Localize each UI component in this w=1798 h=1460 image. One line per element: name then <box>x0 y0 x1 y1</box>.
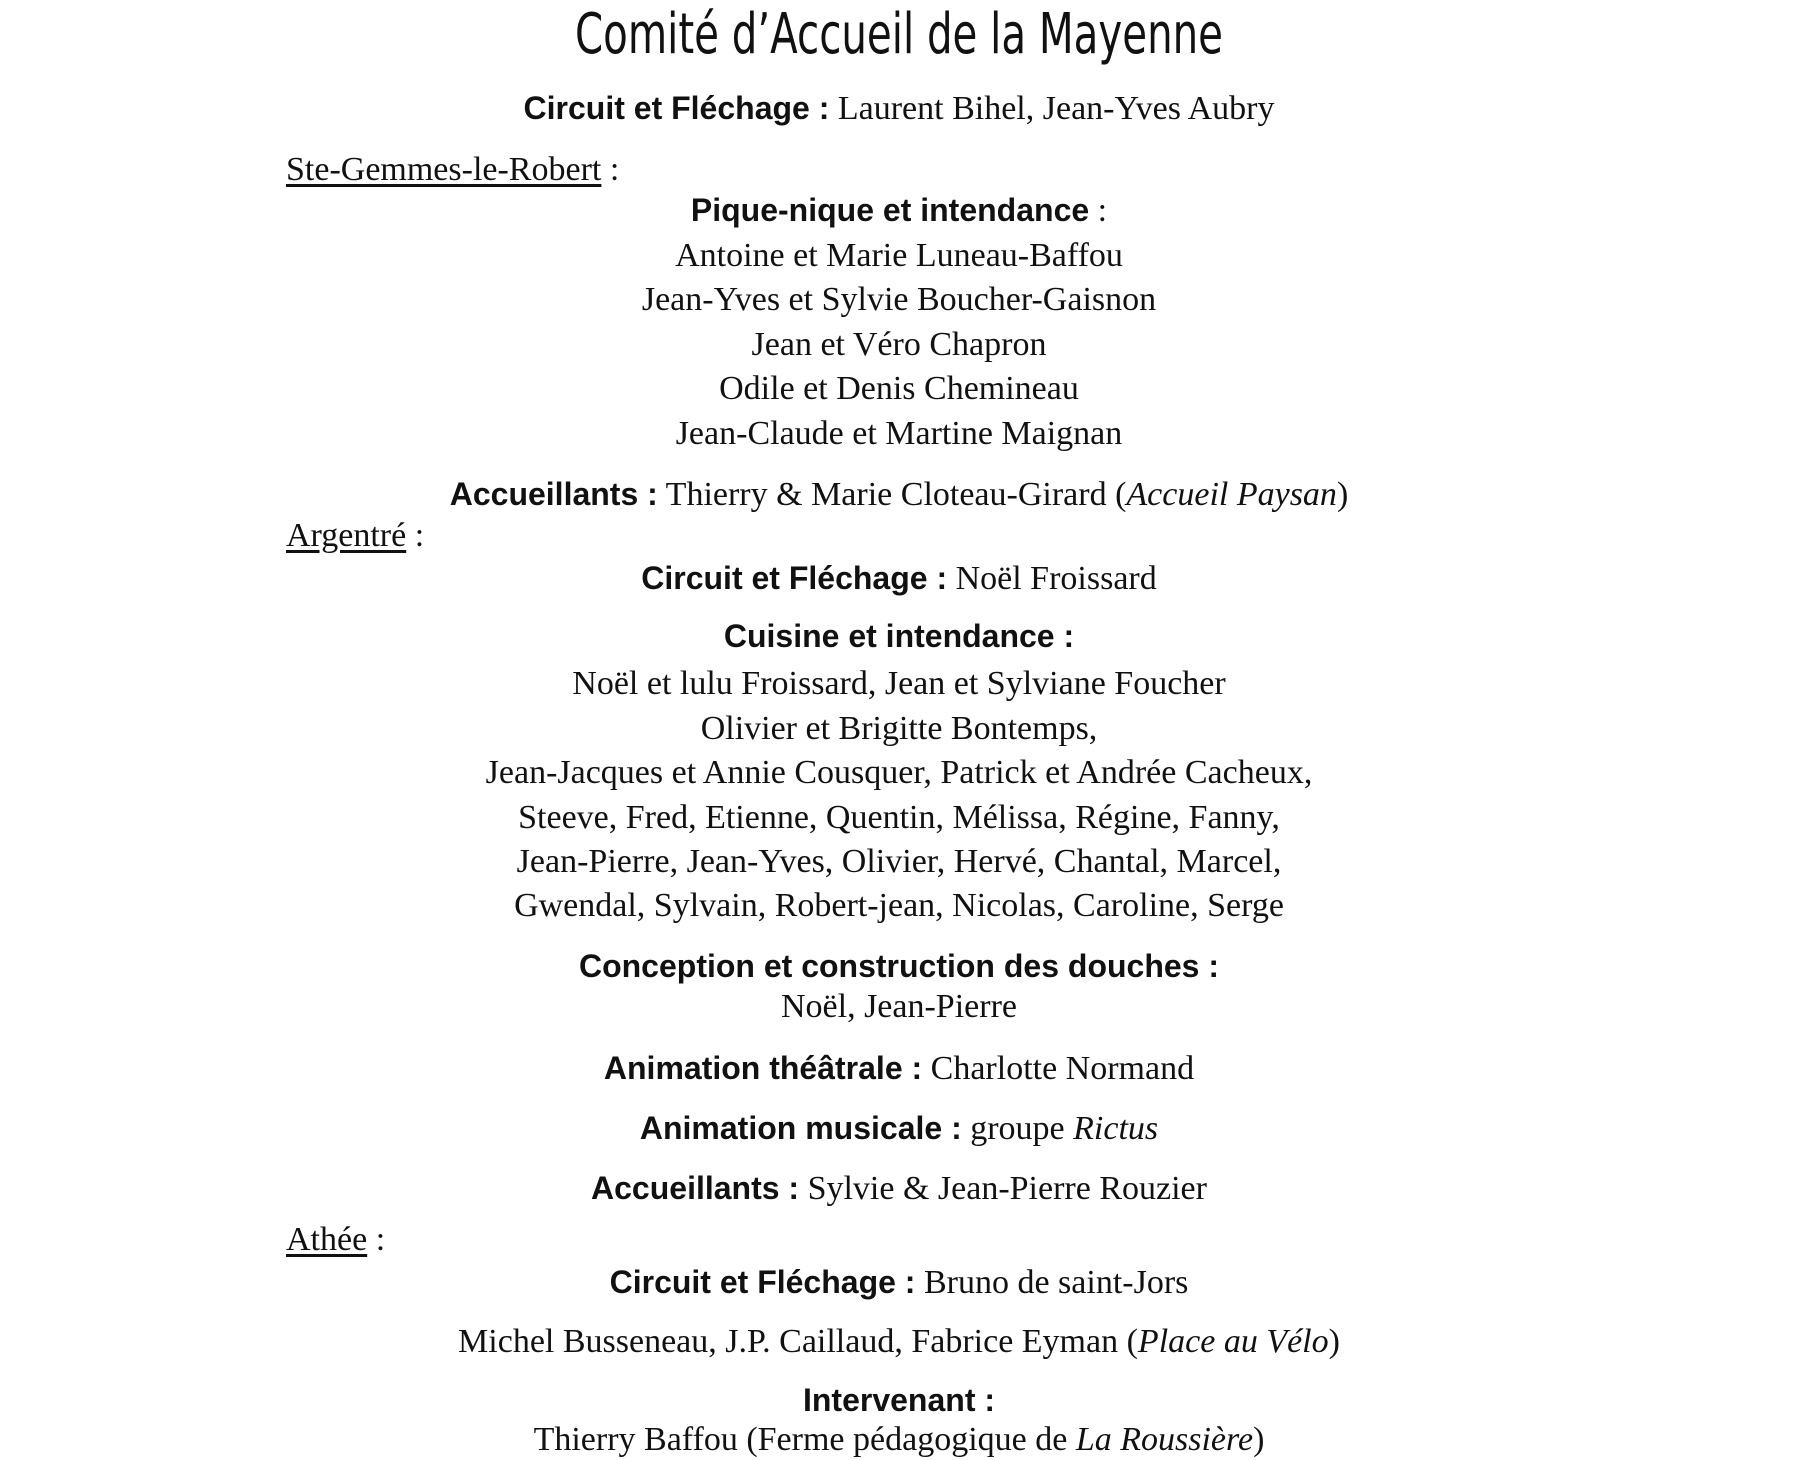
speaker-close: ) <box>1253 1421 1265 1458</box>
helpers-value: Michel Busseneau, J.P. Caillaud, Fabrice Eyman ( <box>458 1323 1138 1360</box>
page-title: Comité d’Accueil de la Mayenne <box>575 2 1223 67</box>
intro-circuit-value: Laurent Bihel, Jean-Yves Aubry <box>829 90 1275 127</box>
speaker-line <box>0 1420 1798 1460</box>
place-name: Ste-Gemmes-le-Robert <box>286 151 602 188</box>
hosts-italic: Accueil Paysan <box>1126 476 1337 513</box>
list-item: Olivier et Brigitte Bontemps, <box>700 710 1098 747</box>
circuit-value: Noël Froissard <box>947 560 1157 597</box>
speaker-value: Thierry Baffou (Ferme pédagogique de <box>533 1421 1076 1458</box>
speaker-italic: La Roussière <box>1075 1421 1254 1458</box>
argentre-circuit-line <box>0 558 1798 599</box>
speaker-label: Intervenant : <box>802 1382 996 1418</box>
hosts-label: Accueillants : <box>591 1170 800 1206</box>
place-heading-argentre <box>286 516 424 556</box>
showers-label: Conception et construction des douches : <box>578 948 1220 984</box>
ste-gemmes-hosts-line <box>0 474 1798 515</box>
list-item: Odile et Denis Chemineau <box>719 370 1079 407</box>
theatre-label: Animation théâtrale : <box>603 1050 923 1086</box>
place-name: Argentré <box>286 517 407 554</box>
list-item: Jean-Yves et Sylvie Boucher-Gaisnon <box>641 281 1157 318</box>
hosts-value: Thierry & Marie Cloteau-Girard ( <box>657 476 1127 513</box>
helpers-close: ) <box>1328 1323 1340 1360</box>
music-line <box>0 1108 1798 1149</box>
picnic-sep: : <box>1089 192 1108 229</box>
place-heading-ste-gemmes <box>286 150 619 190</box>
circuit-label: Circuit et Fléchage : <box>609 1264 916 1300</box>
circuit-value: Bruno de saint-Jors <box>915 1264 1189 1301</box>
hosts-close: ) <box>1336 476 1349 513</box>
list-item: Noël et lulu Froissard, Jean et Sylviane Foucher <box>572 665 1226 702</box>
showers-heading <box>0 946 1798 987</box>
argentre-hosts-line <box>0 1168 1798 1209</box>
speaker-heading <box>0 1380 1798 1421</box>
list-item: Jean-Jacques et Annie Cousquer, Patrick et Andrée Cacheux, <box>485 754 1313 791</box>
athee-circuit-line <box>0 1262 1798 1303</box>
intro-circuit-label: Circuit et Fléchage : <box>523 90 830 126</box>
list-item: Jean-Pierre, Jean-Yves, Olivier, Hervé, Chantal, Marcel, <box>516 843 1282 880</box>
list-item: Antoine et Marie Luneau-Baffou <box>675 237 1123 274</box>
place-heading-athee <box>286 1220 385 1260</box>
theatre-value: Charlotte Normand <box>922 1050 1195 1087</box>
place-sep: : <box>367 1221 386 1258</box>
place-sep: : <box>601 151 620 188</box>
kitchen-heading <box>0 616 1798 657</box>
list-item: Steeve, Fred, Etienne, Quentin, Mélissa, Régine, Fanny, <box>518 799 1280 836</box>
picnic-heading <box>0 190 1798 231</box>
place-sep: : <box>406 517 425 554</box>
hosts-label: Accueillants : <box>449 476 658 512</box>
circuit-label: Circuit et Fléchage : <box>641 560 948 596</box>
showers-value: Noël, Jean-Pierre <box>780 988 1017 1025</box>
picnic-label: Pique-nique et intendance <box>690 192 1090 228</box>
music-value: groupe <box>961 1110 1074 1147</box>
list-item: Jean-Claude et Martine Maignan <box>675 415 1123 452</box>
theatre-line <box>0 1048 1798 1089</box>
athee-helpers-line <box>0 1322 1798 1362</box>
intro-circuit-line <box>0 88 1798 129</box>
hosts-value: Sylvie & Jean-Pierre Rouzier <box>799 1170 1207 1207</box>
list-item: Jean et Véro Chapron <box>751 326 1047 363</box>
kitchen-label: Cuisine et intendance : <box>723 618 1075 654</box>
list-item: Gwendal, Sylvain, Robert-jean, Nicolas, Caroline, Serge <box>514 887 1284 924</box>
place-name: Athée <box>286 1221 368 1258</box>
music-label: Animation musicale : <box>639 1110 962 1146</box>
music-italic: Rictus <box>1073 1110 1159 1147</box>
helpers-italic: Place au Vélo <box>1137 1323 1329 1360</box>
